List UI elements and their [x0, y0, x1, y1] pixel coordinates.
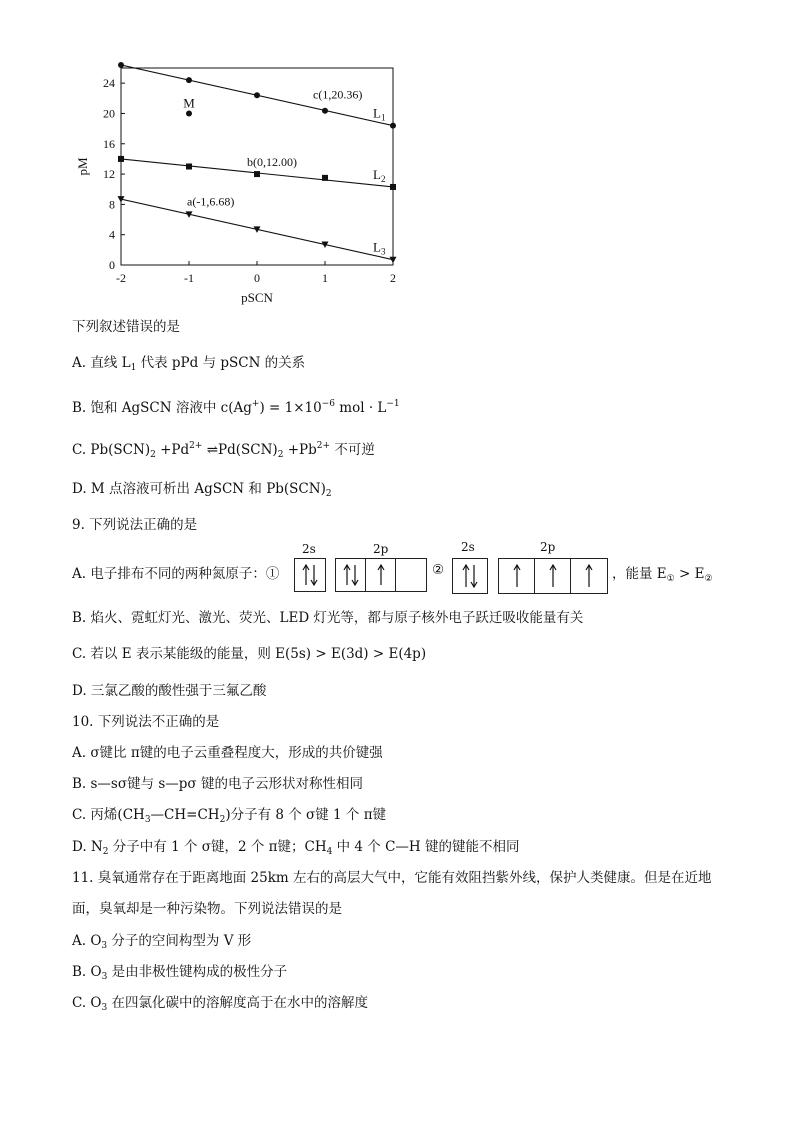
orbital-cell	[453, 559, 487, 593]
spin-up-arrow-icon	[463, 565, 469, 587]
orbital-box-2s-config2	[452, 558, 488, 594]
data-point	[390, 257, 397, 264]
x-axis-label: pSCN	[241, 290, 273, 305]
orbital-label-2p: 2p	[540, 540, 556, 554]
series-label-L1: $L_1$	[373, 105, 386, 123]
spin-down-arrow-icon	[311, 565, 317, 585]
data-point	[390, 184, 396, 190]
q10-option-d: D. $N_2$ 分子中有 1 个 σ键，2 个 π键；$CH_4$ 中 4 个 C—H 键的键能不相同	[72, 839, 520, 857]
x-tick-label: -2	[116, 271, 126, 285]
y-tick-label: 0	[109, 258, 115, 272]
orbital-cell	[336, 559, 366, 591]
q8-stem: 下列叙述错误的是	[72, 319, 180, 335]
orbital-box-2s-config1	[294, 558, 326, 592]
q11-option-a: A. $O_3$ 分子的空间构型为 V 形	[72, 933, 252, 951]
x-tick-label: -1	[184, 271, 194, 285]
q8-option-b: B. 饱和 AgSCN 溶液中 $c(Ag^+) = 1\times 10^{-6}$ mol · $L^{-1}$	[72, 399, 400, 416]
orbital-box-2p-config1	[335, 558, 427, 592]
y-tick-label: 16	[103, 136, 115, 151]
orbital-cell	[535, 559, 571, 593]
spin-up-arrow-icon	[550, 565, 556, 587]
orbital-label-2p: 2p	[373, 542, 389, 556]
spin-down-arrow-icon	[471, 565, 477, 587]
data-point	[322, 175, 328, 181]
y-tick-label: 8	[109, 197, 115, 212]
orbital-cell	[295, 559, 325, 591]
q10-stem: 10. 下列说法不正确的是	[72, 714, 220, 730]
orbital-cell	[571, 559, 607, 593]
orbital-label-2s: 2s	[302, 542, 316, 556]
orbital-cell	[366, 559, 396, 591]
x-tick-label: 2	[390, 271, 396, 285]
y-tick-label: 12	[103, 167, 115, 182]
series-label-L3: $L_3$	[373, 239, 386, 257]
orbital-box-2p-config2	[498, 558, 608, 594]
data-point	[186, 164, 192, 170]
data-point	[118, 156, 124, 162]
y-tick-label: 4	[109, 227, 115, 242]
orbital-cell	[396, 559, 426, 591]
q10-option-c: C. 丙烯$(CH_3—CH=CH_2)$分子有 8 个 σ键 1 个 π键	[72, 807, 387, 825]
q9-option-d: D. 三氯乙酸的酸性强于三氟乙酸	[72, 683, 267, 699]
series-label-L2: $L_2$	[373, 166, 386, 184]
spin-up-arrow-icon	[378, 565, 384, 585]
data-point	[118, 62, 124, 68]
q8-option-a: A. 直线 $L_1$ 代表 pPd 与 pSCN 的关系	[72, 355, 306, 373]
annotation-label: b(0,12.00)	[247, 155, 297, 170]
data-point	[322, 108, 328, 114]
data-point	[254, 92, 260, 98]
q9-option-b: B. 焰火、霓虹灯光、激光、荧光、LED 灯光等，都与原子核外电子跃迁吸收能量有关	[72, 610, 584, 626]
q11-option-b: B. $O_3$ 是由非极性键构成的极性分子	[72, 964, 288, 982]
spin-up-arrow-icon	[586, 565, 592, 587]
q9-option-c: C. 若以 E 表示某能级的能量，则 E(5s) > E(3d) > E(4p)	[72, 646, 427, 662]
spin-up-arrow-icon	[344, 565, 350, 585]
q11-stem-line2: 面，臭氧却是一种污染物。下列说法错误的是	[72, 901, 342, 917]
q9-stem: 9. 下列说法正确的是	[72, 517, 198, 533]
pm-vs-pscn-chart	[60, 58, 420, 308]
x-tick-label: 0	[254, 271, 260, 285]
q11-option-c: C. $O_3$ 在四氯化碳中的溶解度高于在水中的溶解度	[72, 995, 369, 1013]
orbital-cell	[499, 559, 535, 593]
y-tick-label: 24	[103, 76, 115, 91]
data-point	[390, 123, 396, 129]
y-axis-label: pM	[75, 157, 90, 176]
q10-option-b: B. s—sσ键与 s—pσ 键的电子云形状对称性相同	[72, 776, 363, 792]
q10-option-a: A. σ键比 π键的电子云重叠程度大，形成的共价键强	[72, 745, 383, 761]
spin-down-arrow-icon	[352, 565, 358, 585]
orbital-label-2s: 2s	[461, 540, 475, 554]
q9-option-a: A. 电子排布不同的两种氮原子：① 2s 2p ② 2s 2p ，能量 $E_① > E_②$	[72, 542, 732, 594]
spin-up-arrow-icon	[303, 565, 309, 585]
data-point	[254, 171, 260, 177]
point-M	[186, 110, 192, 116]
annotation-label: a(-1,6.68)	[187, 194, 235, 209]
q8-option-c: C. $Pb(SCN)_2 +Pd^{2+}$ $\rightleftharpoons Pd(SCN)_2 +Pb^{2+}$ 不可逆	[72, 441, 375, 460]
q11-stem-line1: 11. 臭氧通常存在于距离地面 25km 左右的高层大气中，它能有效阻挡紫外线，保护人类健康。但是在近地	[72, 870, 712, 886]
q8-option-d: D. M 点溶液可析出 AgSCN 和 $Pb(SCN)_2$	[72, 481, 332, 499]
point-M-label: M	[183, 95, 195, 111]
spin-up-arrow-icon	[514, 565, 520, 587]
x-tick-label: 1	[322, 271, 328, 285]
y-tick-label: 20	[103, 106, 115, 121]
data-point	[186, 77, 192, 83]
annotation-label: c(1,20.36)	[313, 87, 363, 102]
